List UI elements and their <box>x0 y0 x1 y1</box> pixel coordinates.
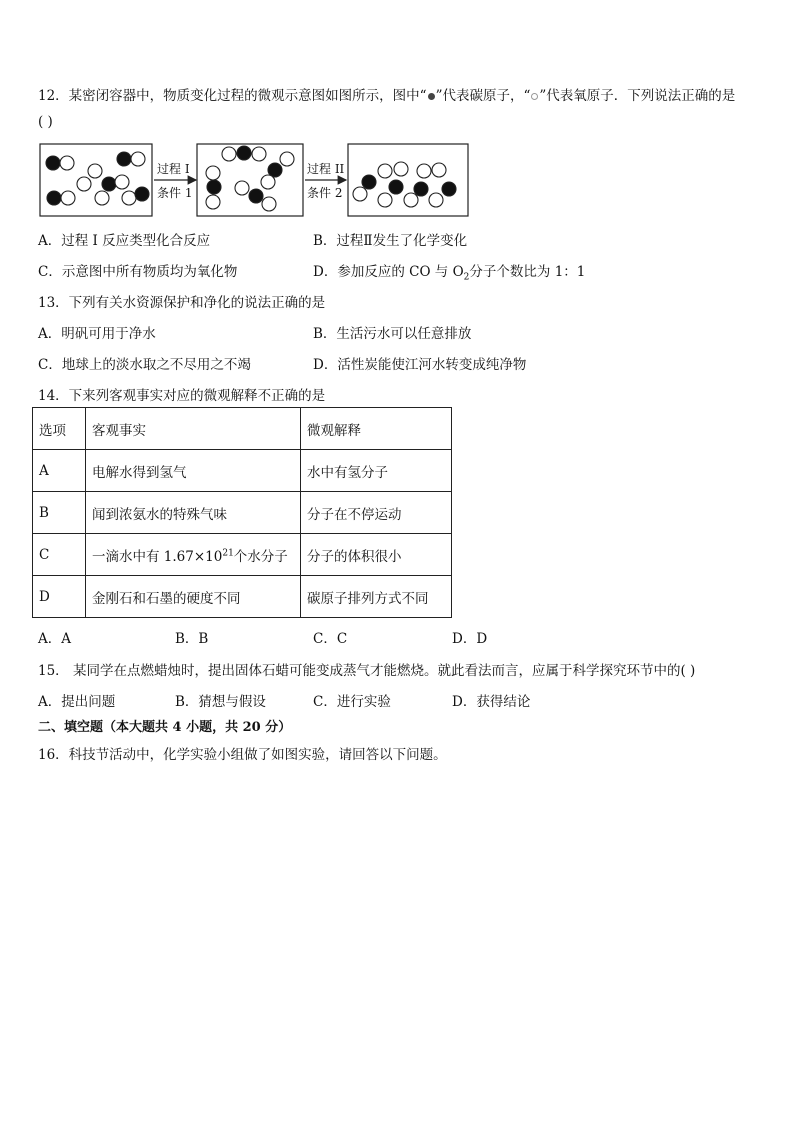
q13-option-c[interactable]: C．地球上的淡水取之不尽用之不竭 <box>38 357 251 373</box>
q14-option-d[interactable]: D．D <box>452 631 488 647</box>
q15-option-d[interactable]: D．获得结论 <box>452 694 531 710</box>
carbon-atom-legend-icon <box>428 93 435 100</box>
table-header-row <box>33 408 452 450</box>
arrow1-bottom-label: 条件 1 <box>157 186 193 200</box>
section-heading: 二、填空题（本大题共 4 小题，共 20 分） <box>38 720 292 735</box>
table-row: B 闻到浓氨水的特殊气味 分子在不停运动 <box>33 492 452 534</box>
q14-option-b[interactable]: B．B <box>175 631 209 647</box>
arrow2-bottom-label: 条件 2 <box>307 186 343 200</box>
q15-option-a[interactable]: A．提出问题 <box>38 694 116 710</box>
oxygen-atom-legend-icon <box>531 93 538 100</box>
q14-option-a[interactable]: A．A <box>38 631 71 647</box>
header-explain: 微观解释 <box>301 408 452 450</box>
header-fact: 客观事实 <box>86 408 301 450</box>
q13-option-a[interactable]: A．明矾可用于净水 <box>38 326 156 342</box>
arrow1-top-label: 过程 I <box>157 162 190 176</box>
header-option: 选项 <box>33 408 86 450</box>
q14-stem: 14．下来列客观事实对应的微观解释不正确的是 <box>38 388 326 404</box>
q15-option-b[interactable]: B．猜想与假设 <box>175 694 266 710</box>
q12-option-b[interactable]: B．过程Ⅱ发生了化学变化 <box>313 233 468 249</box>
q14-table <box>32 407 452 618</box>
q15-option-c[interactable]: C．进行实验 <box>313 694 391 710</box>
table-row: D 金刚石和石墨的硬度不同 碳原子排列方式不同 <box>33 576 452 618</box>
q12-option-c[interactable]: C．示意图中所有物质均为氧化物 <box>38 264 238 280</box>
q13-option-d[interactable]: D．活性炭能使江河水转变成纯净物 <box>313 357 527 373</box>
q14-option-c[interactable]: C．C <box>313 631 348 647</box>
q13-option-b[interactable]: B．生活污水可以任意排放 <box>313 326 472 342</box>
q12-option-d[interactable]: D．参加反应的 CO 与 $O_2$分子个数比为 1：1 <box>313 264 586 283</box>
table-row: A 电解水得到氢气 水中有氢分子 <box>33 450 452 492</box>
q12-reaction-diagram <box>38 142 473 220</box>
q12-option-a[interactable]: A．过程 I 反应类型化合反应 <box>38 233 211 249</box>
q12-paren: ( ) <box>38 114 53 130</box>
q13-stem: 13．下列有关水资源保护和净化的说法正确的是 <box>38 295 326 311</box>
table-row: C 一滴水中有 $1.67\times 10^{21}$个水分子 分子的体积很小 <box>33 534 452 576</box>
arrow2-top-label: 过程 II <box>307 162 345 176</box>
q12-stem: 12．某密闭容器中，物质变化过程的微观示意图如图所示，图中“ ”代表碳原子，“ ”代表氧原子．下列说法正确的是 <box>38 88 736 104</box>
q15-stem: 15． 某同学在点燃蜡烛时，提出固体石蜡可能变成蒸气才能燃烧。就此看法而言，应属于科学探究环节中的( ) <box>38 663 696 679</box>
q16-stem: 16．科技节活动中，化学实验小组做了如图实验，请回答以下问题。 <box>38 747 447 763</box>
